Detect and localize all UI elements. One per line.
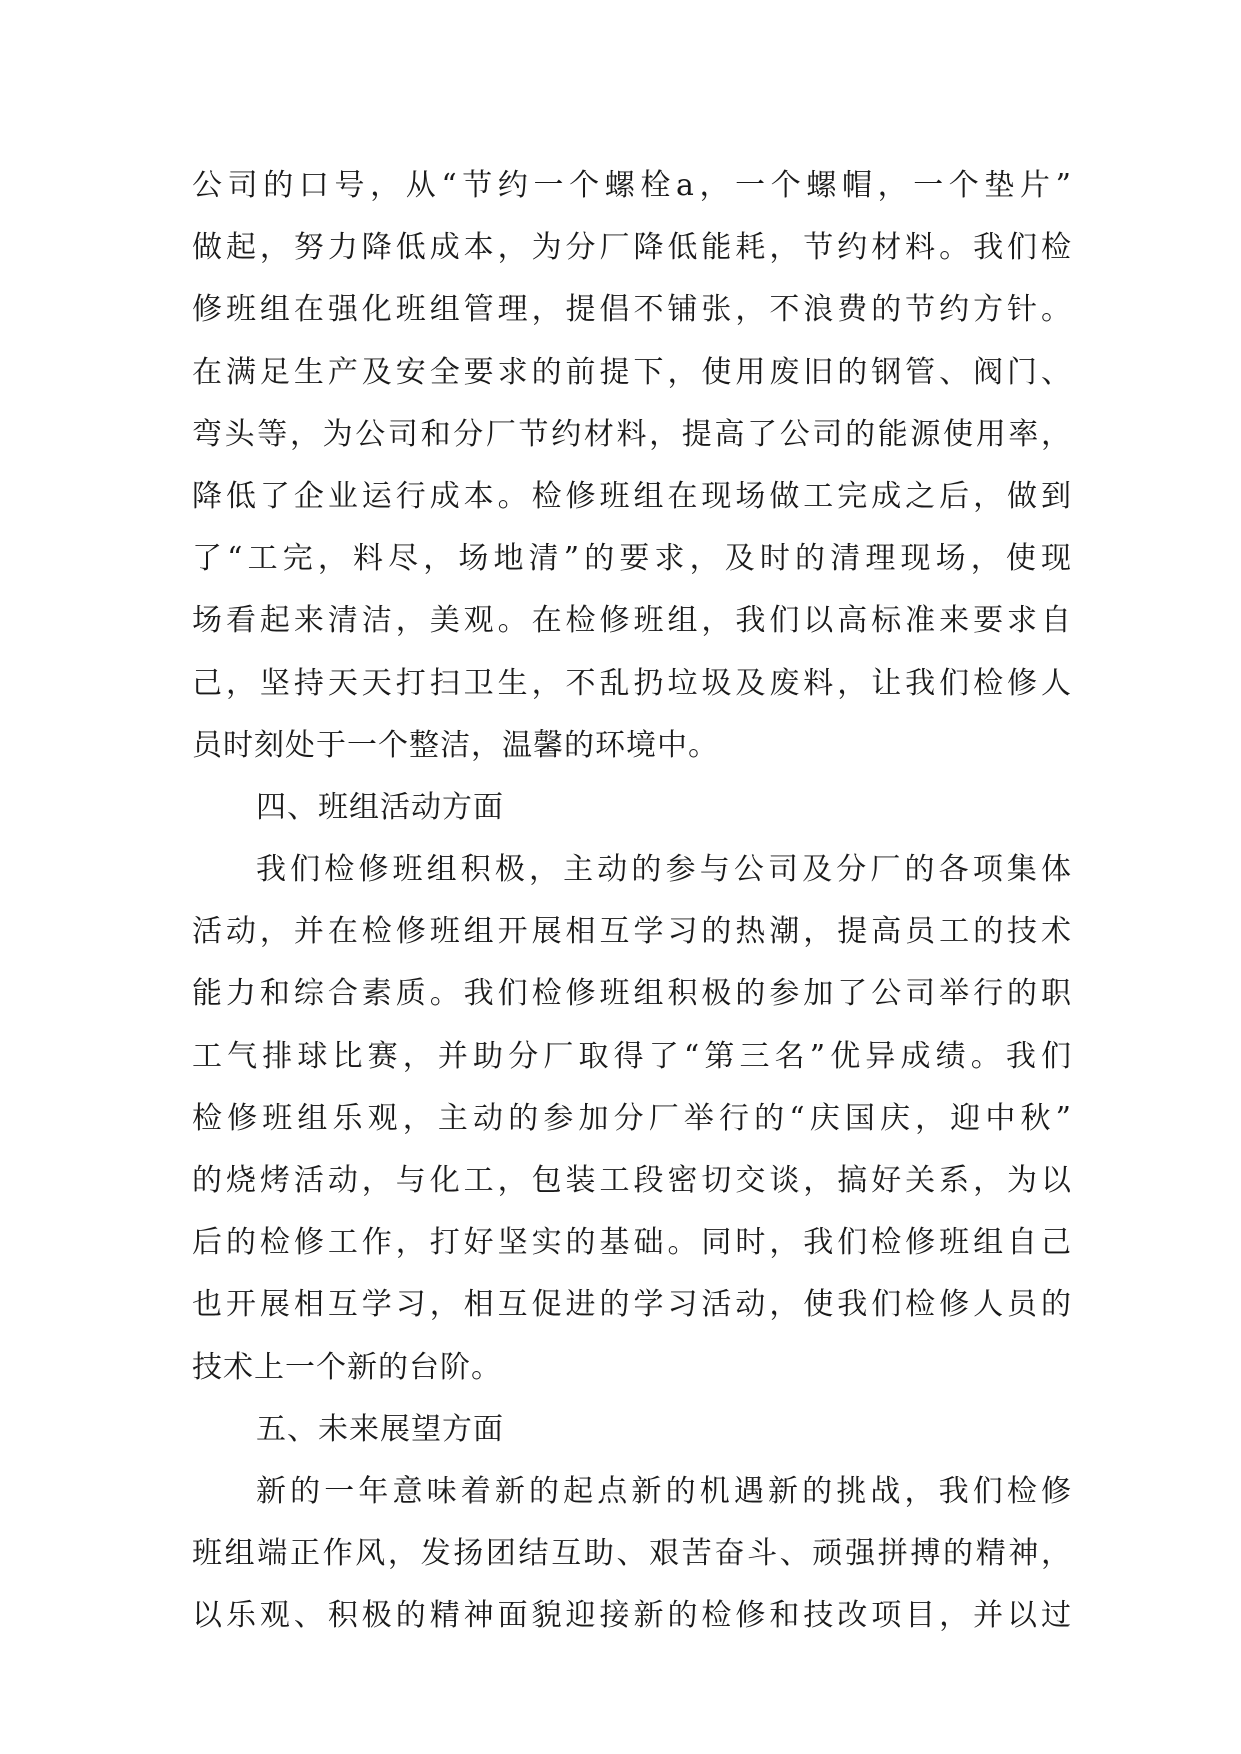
text-line: 技术上一个新的台阶。: [192, 1349, 502, 1385]
body-text: [192, 155, 1072, 1648]
text-line: 降低了企业运行成本。检修班组在现场做工完成之后，做到: [192, 478, 1072, 514]
text-line: 以乐观、积极的精神面貌迎接新的检修和技改项目，并以过: [192, 1598, 1072, 1634]
text-line: 做起，努力降低成本，为分厂降低能耗，节约材料。我们检: [192, 230, 1072, 266]
text-line: 也开展相互学习，相互促进的学习活动，使我们检修人员的: [192, 1287, 1072, 1323]
text-line: 新的一年意味着新的起点新的机遇新的挑战，我们检修: [256, 1473, 1072, 1509]
text-line: 我们检修班组积极，主动的参与公司及分厂的各项集体: [256, 852, 1072, 888]
text-line: 在满足生产及安全要求的前提下，使用废旧的钢管、阀门、: [192, 354, 1072, 390]
text-line: 修班组在强化班组管理，提倡不铺张，不浪费的节约方针。: [192, 292, 1072, 328]
text-line: 了“工完，料尽，场地清”的要求，及时的清理现场，使现: [192, 541, 1072, 577]
text-line: 活动，并在检修班组开展相互学习的热潮，提高员工的技术: [192, 914, 1072, 950]
text-line: 弯头等，为公司和分厂节约材料，提高了公司的能源使用率，: [192, 416, 1072, 452]
text-line: 场看起来清洁，美观。在检修班组，我们以高标准来要求自: [192, 603, 1072, 639]
text-line: 检修班组乐观，主动的参加分厂举行的“庆国庆，迎中秋”: [192, 1100, 1072, 1136]
section-heading: 五、未来展望方面: [256, 1411, 504, 1447]
text-line: 班组端正作风，发扬团结互助、艰苦奋斗、顽强拼搏的精神，: [192, 1536, 1072, 1572]
text-line: 己，坚持天天打扫卫生，不乱扔垃圾及废料，让我们检修人: [192, 665, 1072, 701]
text-line: 公司的口号，从“节约一个螺栓a，一个螺帽，一个垫片”: [192, 168, 1072, 203]
text-line: 工气排球比赛，并助分厂取得了“第三名”优异成绩。我们: [192, 1038, 1072, 1074]
text-line: 后的检修工作，打好坚实的基础。同时，我们检修班组自己: [192, 1225, 1072, 1261]
section-heading: 四、班组活动方面: [256, 789, 504, 825]
text-line: 能力和综合素质。我们检修班组积极的参加了公司举行的职: [192, 976, 1072, 1012]
text-line: 员时刻处于一个整洁，温馨的环境中。: [192, 727, 719, 763]
text-line: 的烧烤活动，与化工，包装工段密切交谈，搞好关系，为以: [192, 1163, 1072, 1198]
